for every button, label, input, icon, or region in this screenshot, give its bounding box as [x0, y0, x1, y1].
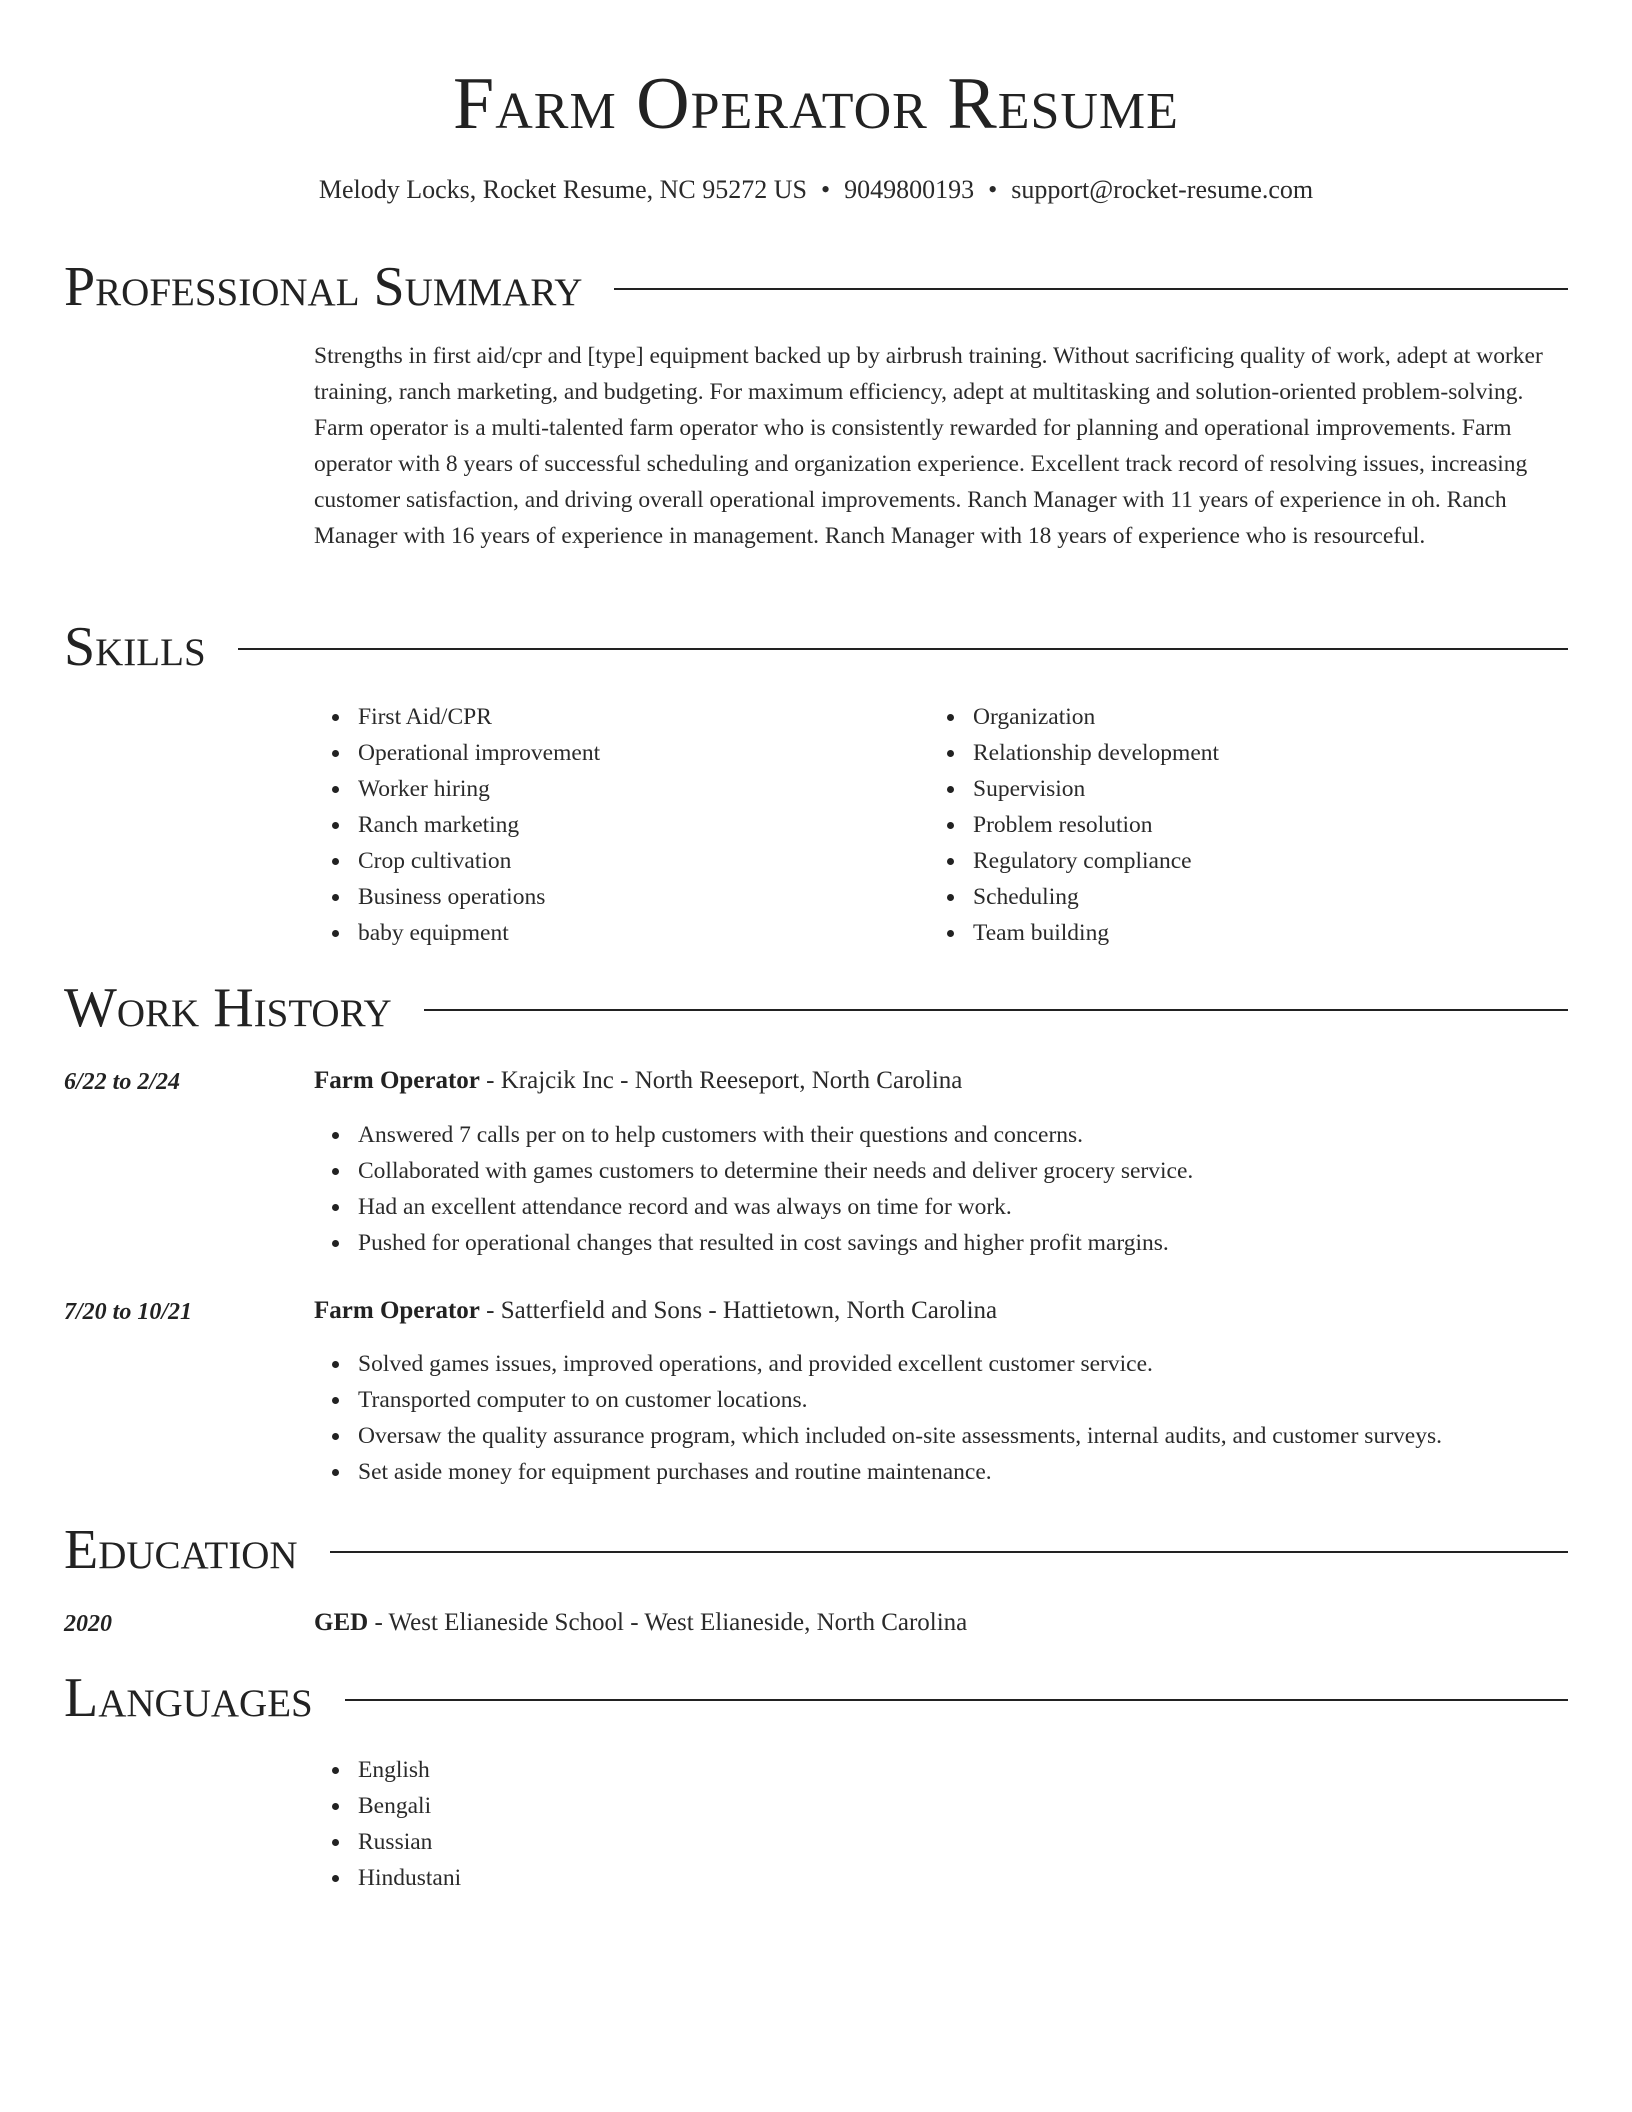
contact-separator: • — [821, 175, 831, 204]
language-item: Russian — [358, 1824, 1574, 1860]
section-header-work — [64, 975, 1568, 1041]
section-divider — [238, 648, 1568, 650]
languages-list — [314, 1752, 1574, 1896]
job-heading — [314, 1063, 962, 1099]
job-details: - Krajcik Inc - North Reeseport, North Carolina — [479, 1067, 963, 1094]
skill-item: Team building — [973, 915, 1219, 951]
job-bullet: Oversaw the quality assurance program, which included on-site assessments, internal audits, and customer surveys. — [358, 1418, 1574, 1454]
skill-item: Relationship development — [973, 735, 1219, 771]
job-dates: 6/22 to 2/24 — [64, 1069, 181, 1095]
language-item: Bengali — [358, 1788, 1574, 1824]
job-title: Farm Operator — [314, 1067, 480, 1094]
job-details: - Satterfield and Sons - Hattietown, North Carolina — [479, 1297, 998, 1324]
job-bullet: Had an excellent attendance record and was always on time for work. — [358, 1189, 1574, 1225]
section-divider — [345, 1699, 1568, 1701]
section-header-education — [64, 1517, 1568, 1583]
job-bullet: Pushed for operational changes that resulted in cost savings and higher profit margins. — [358, 1225, 1574, 1261]
skill-item: Problem resolution — [973, 807, 1219, 843]
job-bullet: Solved games issues, improved operations, and provided excellent customer service. — [358, 1346, 1574, 1382]
section-title-summary: Professional Summary — [64, 256, 583, 318]
skill-item: Worker hiring — [358, 771, 600, 807]
language-item: English — [358, 1752, 1574, 1788]
section-title-languages: Languages — [64, 1667, 313, 1729]
education-details: - West Elianeside School - West Elianeside, North Carolina — [368, 1609, 968, 1636]
skill-item: Business operations — [358, 879, 600, 915]
language-item: Hindustani — [358, 1860, 1574, 1896]
skill-item: Supervision — [973, 771, 1219, 807]
skill-item: Crop cultivation — [358, 843, 600, 879]
job-bullet: Collaborated with games customers to determine their needs and deliver grocery service. — [358, 1153, 1574, 1189]
skills-column-left — [314, 699, 600, 951]
section-header-skills — [64, 614, 1568, 680]
skill-item: Ranch marketing — [358, 807, 600, 843]
section-divider — [614, 288, 1568, 290]
education-degree: GED — [314, 1609, 369, 1636]
job-title: Farm Operator — [314, 1297, 480, 1324]
contact-phone: 9049800193 — [844, 175, 975, 204]
job-dates: 7/20 to 10/21 — [64, 1299, 193, 1325]
contact-separator: • — [988, 175, 998, 204]
skill-item: Operational improvement — [358, 735, 600, 771]
section-header-summary — [64, 254, 1568, 320]
education-year: 2020 — [64, 1611, 112, 1637]
job-bullet: Answered 7 calls per on to help customers with their questions and concerns. — [358, 1117, 1574, 1153]
skill-item: First Aid/CPR — [358, 699, 600, 735]
contact-address: Melody Locks, Rocket Resume, NC 95272 US — [318, 175, 808, 204]
section-title-work: Work History — [64, 977, 392, 1039]
section-header-languages — [64, 1665, 1568, 1731]
skill-item: Scheduling — [973, 879, 1219, 915]
skills-column-right — [929, 699, 1219, 951]
section-divider — [424, 1009, 1568, 1011]
skill-item: baby equipment — [358, 915, 600, 951]
job-heading — [314, 1293, 997, 1329]
contact-email: support@rocket-resume.com — [1011, 175, 1314, 204]
section-title-education: Education — [64, 1519, 298, 1581]
education-heading — [314, 1605, 967, 1641]
section-divider — [330, 1551, 1568, 1553]
skill-item: Regulatory compliance — [973, 843, 1219, 879]
section-title-skills: Skills — [64, 616, 206, 678]
skill-item: Organization — [973, 699, 1219, 735]
job-bullets — [314, 1346, 1574, 1490]
job-bullet: Set aside money for equipment purchases and routine maintenance. — [358, 1454, 1574, 1490]
summary-text: Strengths in first aid/cpr and [type] equipment backed up by airbrush training. Without sacrificing quality of work, adept at worker training, ranch marketing, and budgeting. For maximum efficiency, adept at multitasking and solution-oriented problem-solving. Farm operator is a multi-talented farm operator who is consistently rewarded for planning and operational improvements. Farm operator with 8 years of successful scheduling and organization experience. Excellent track record of resolving issues, increasing customer satisfaction, and driving overall operational improvements. Ranch Manager with 11 years of experience in oh. Ranch Manager with 16 years of experience in management. Ranch Manager with 18 years of experience who is resourceful. — [314, 343, 1543, 549]
job-bullet: Transported computer to on customer locations. — [358, 1382, 1574, 1418]
resume-title: Farm Operator Resume — [453, 63, 1179, 145]
contact-line — [0, 174, 1632, 206]
job-bullets — [314, 1117, 1574, 1261]
